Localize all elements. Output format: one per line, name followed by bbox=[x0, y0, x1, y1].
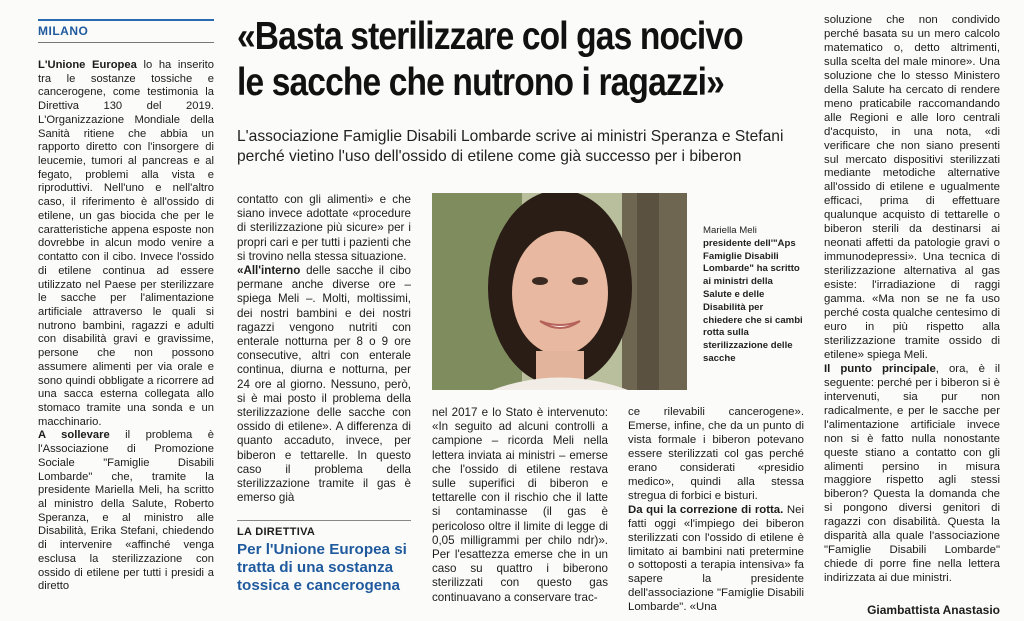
author-signature: Giambattista Anastasio bbox=[867, 603, 1000, 617]
subheadline bbox=[237, 127, 807, 167]
box-label: LA DIRETTIVA bbox=[237, 526, 316, 538]
photo-caption bbox=[703, 225, 803, 366]
subhead-line-1: L'associazione Famiglie Disabili Lombarde scrive ai ministri Speranza e Stefani bbox=[237, 128, 784, 145]
section-top-rule bbox=[38, 19, 214, 21]
box-rule bbox=[237, 520, 411, 521]
lead-in: A sollevare bbox=[38, 429, 110, 442]
paragraph-text: contatto con gli alimenti» e che siano invece adottate «procedure di sterilizzazione più sicure» per i propri cari e per tutti i pazienti che si trovino nella stessa situazione. bbox=[237, 193, 411, 263]
headline-line-1: «Basta sterilizzare col gas nocivo bbox=[237, 15, 743, 58]
paragraph bbox=[628, 504, 804, 616]
section-rule bbox=[38, 42, 214, 43]
headline-line-2: le sacche che nutrono i ragazzi» bbox=[237, 61, 724, 104]
paragraph bbox=[38, 429, 214, 594]
article-column-2 bbox=[237, 193, 411, 505]
caption-name: Mariella Meli bbox=[703, 225, 757, 236]
paragraph-text: ce rilevabili cancerogene». Emerse, infine, che da un punto di vista formale i biberon potevano essere sterilizzati col gas perché erano considerati «presidio medico», quindi alla stessa stregua di forbici e bisturi. bbox=[628, 406, 804, 502]
paragraph bbox=[38, 59, 214, 429]
paragraph-text: delle sacche il cibo permane anche diverse ore – spiega Meli –. Molti, moltissimi, dei nostri bambini e dei nostri ragazzi vengono nutriti con enterale notturna per 8 o 9 ore consecutive, altri con enterale continua, diurna e notturna, per 24 ore al giorno. Nessuno, però, si è mai posto il problema della sterilizzazione delle sacche con ossido di etilene». A differenza di quanto accaduto, invece, per biberon e tettarelle. In questo caso il problema della sterilizzazione tramite il gas è emerso già bbox=[237, 264, 411, 505]
paragraph-text: Nei fatti oggi «l'impiego dei biberon sterilizzati con l'ossido di etilene è limitato ai bambini nati pretermine o sottoposti a terapia intensiva» fa sapere la presidente dell'associazione "Famiglie Disabili Lombarde". «Una bbox=[628, 503, 804, 614]
lead-in: Da qui la correzione di rotta. bbox=[628, 503, 784, 516]
headline bbox=[237, 14, 743, 106]
paragraph bbox=[237, 264, 411, 505]
subhead-line-2: perché vietino l'uso dell'ossido di etilene come già successo per i biberon bbox=[237, 148, 742, 165]
caption-text: presidente dell'"Aps Famiglie Disabili Lombarde" ha scritto ai ministri della Salute e delle Disabilità per chiedere che si cambi rotta sulla sterilizzazione delle sacche bbox=[703, 237, 803, 364]
section-label: MILANO bbox=[38, 24, 89, 38]
portrait-photo bbox=[432, 193, 687, 390]
paragraph bbox=[824, 363, 1000, 586]
paragraph-text: nel 2017 e lo Stato è intervenuto: «In seguito ad alcuni controlli a campione – ricorda Meli nella lettera inviata ai ministri – emerse che l'ossido di etilene restava sulle superifici di biberon e tettarelle con il rischio che il latte si contaminasse (il gas è pericoloso oltre il limite di legge di 0,05 milligrammi per chilo ndr)». Per l'esattezza emerse che in un caso su quattro i biberono sterilizzati con questo gas continuavano a conservare trac- bbox=[432, 406, 608, 604]
lead-in: Il punto principale bbox=[824, 362, 936, 375]
paragraph-text: soluzione che non condivido perché basata su un mero calcolo matematico o, detto altrimenti, sulla scelta del male minore». Una soluzione che lo stesso Ministero della Salute ha cercato di rendere meno praticabile raccomandando alle Regioni e alle loro centrali d'acquisto, in una nota, «di verificare che non siano presenti sul mercato dispositivi sterilizzati mediante metodiche alternative all'ossido di etilene e ugualmente efficaci, prima di effettuare qualunque acquisto di tettarelle o biberon sterili da destinarsi ai neonati affetti da patologie gravi o immunodepressi». Una tecnica di sterilizzazione alternativa al gas esiste: l'irradiazione di raggi gamma. «Ma non se ne fa uso perché costa qualche centesimo di euro in più rispetto alla sterilizzazione tramite ossido di etilene» spiega Meli. bbox=[824, 14, 1000, 361]
paragraph-text: lo ha inserito tra le sostanze tossiche e cancerogene, come testimonia la Direttiva 130 del 2019. L'Organizzazione Mondiale della Sanità ritiene che abbia un rapporto diretto con l'insorgere di leucemie, tumori al pancreas e al fegato, problemi alla vista e riproduttivi. Nell'uno e nell'altro caso, il riferimento è all'ossido di etilene, un gas biocida che per le caratteristiche appena esposte non dovrebbe in alcun modo venire a contatto con il cibo. Invece l'ossido di etilene continua ad essere utilizzato nel Paese per sterilizzare le sacche per l'alimentazione artificiale attraverso le quali si nutrono bambini, ragazzi e adulti con disabilità gravi e gravissime, persone che non possono assumere alimenti per via orale e sono quindi obbligate a ricorrere ad una sacca esterna collegata allo stomaco tramite una sonda e un macchinario. bbox=[38, 59, 214, 428]
paragraph-text: il problema è l'Associazione di Promozione Sociale "Famiglie Disabili Lombarde" che, tramite la presidente Mariella Meli, ha scritto al ministro della Salute, Roberto Speranza, e al ministro alle Disabilità, Erika Stefani, chiedendo di intervenire «affinché venga esclusa la sterilizzazione con ossido di etilene per tutti i presidi a diretto bbox=[38, 429, 214, 593]
article-column-3 bbox=[432, 406, 608, 605]
portrait-illustration bbox=[432, 193, 687, 390]
article-column-1 bbox=[38, 59, 214, 594]
article-column-4 bbox=[628, 406, 804, 615]
lead-in: L'Unione Europea bbox=[38, 59, 137, 71]
lead-in: «All'interno bbox=[237, 264, 301, 278]
paragraph-text: , ora, è il seguente: perché per i biberon si è intervenuti, sia pur non radicalmente, e per le sacche per l'alimentazione artificiale invece non si è fatto nulla nonostante queste stiano a contatto con gli alimenti persino in misura maggiore rispetto agli stessi biberon? Questa la domanda che si pongono diversi genitori di ragazzi con disabilità. Questa la disparità alla quale l'associazione "Famiglie Disabili Lombarde" chiede di porre fine nella lettera indirizzata ai due ministri. bbox=[824, 362, 1000, 585]
box-title: Per l'Unione Europea si tratta di una sostanza tossica e cancerogena bbox=[237, 541, 407, 594]
article-column-5 bbox=[824, 14, 1000, 586]
